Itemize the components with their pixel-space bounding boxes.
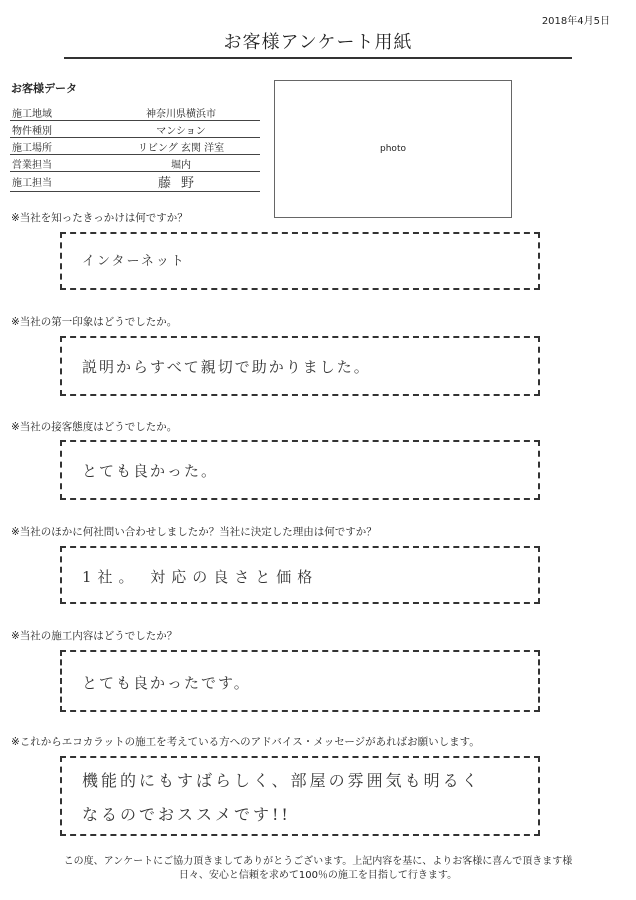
row-label: 営業担当 (10, 155, 102, 172)
question-6: ※これからエコカラットの施工を考えている方へのアドバイス・メッセージがあればお願いします。 (11, 736, 480, 748)
question-3: ※当社の接客態度はどうでしたか。 (11, 421, 178, 433)
answer-6-line-2: なるのでおススメです!! (82, 805, 291, 824)
row-value: 藤野 (102, 172, 260, 192)
footer-message-line-2: 日々、安心と信頼を求めて100％の施工を目指して行きます。 (178, 870, 458, 881)
answer-4: 1社。 対応の良さと価格 (82, 568, 319, 586)
photo-placeholder (274, 80, 512, 218)
row-label: 物件種別 (10, 121, 102, 138)
row-value: マンション (102, 121, 260, 138)
row-label: 施工担当 (10, 172, 102, 192)
answer-5: とても良かったです。 (82, 674, 251, 692)
question-5: ※当社の施工内容はどうでしたか？ (11, 630, 178, 642)
answer-box-4 (60, 546, 540, 604)
page-title: お客様アンケート用紙 (64, 28, 572, 59)
customer-data-table (10, 104, 260, 192)
photo-label: photo (380, 144, 406, 154)
answer-1: インターネット (82, 254, 186, 269)
answer-box-1 (60, 232, 540, 290)
customer-data-heading: お客様データ (11, 82, 77, 95)
row-value: 神奈川県横浜市 (102, 104, 260, 121)
table-row (10, 138, 260, 155)
answer-box-5 (60, 650, 540, 712)
table-row (10, 121, 260, 138)
table-row (10, 155, 260, 172)
answer-6-line-1: 機能的にもすばらしく、部屋の雰囲気も明るく (82, 771, 481, 790)
answer-box-2 (60, 336, 540, 396)
question-1: ※当社を知ったきっかけは何ですか？ (11, 212, 188, 224)
survey-date: 2018年4月5日 (541, 16, 610, 27)
row-label: 施工場所 (10, 138, 102, 155)
footer-message-line-1: この度、アンケートにご協力頂きましてありがとうございます。上記内容を基に、よりお客様に喜んで頂きます様 (63, 856, 573, 867)
answer-box-6 (60, 756, 540, 836)
table-row (10, 172, 260, 192)
row-value: 堀内 (102, 155, 260, 172)
question-4: ※当社のほかに何社問い合わせしましたか？当社に決定した理由は何ですか？ (11, 526, 377, 538)
answer-2: 説明からすべて親切で助かりました。 (82, 358, 371, 376)
row-label: 施工地域 (10, 104, 102, 121)
row-value: リビング 玄関 洋室 (102, 138, 260, 155)
table-row (10, 104, 260, 121)
answer-box-3 (60, 440, 540, 500)
answer-3: とても良かった。 (82, 462, 219, 480)
question-2: ※当社の第一印象はどうでしたか。 (11, 316, 178, 328)
